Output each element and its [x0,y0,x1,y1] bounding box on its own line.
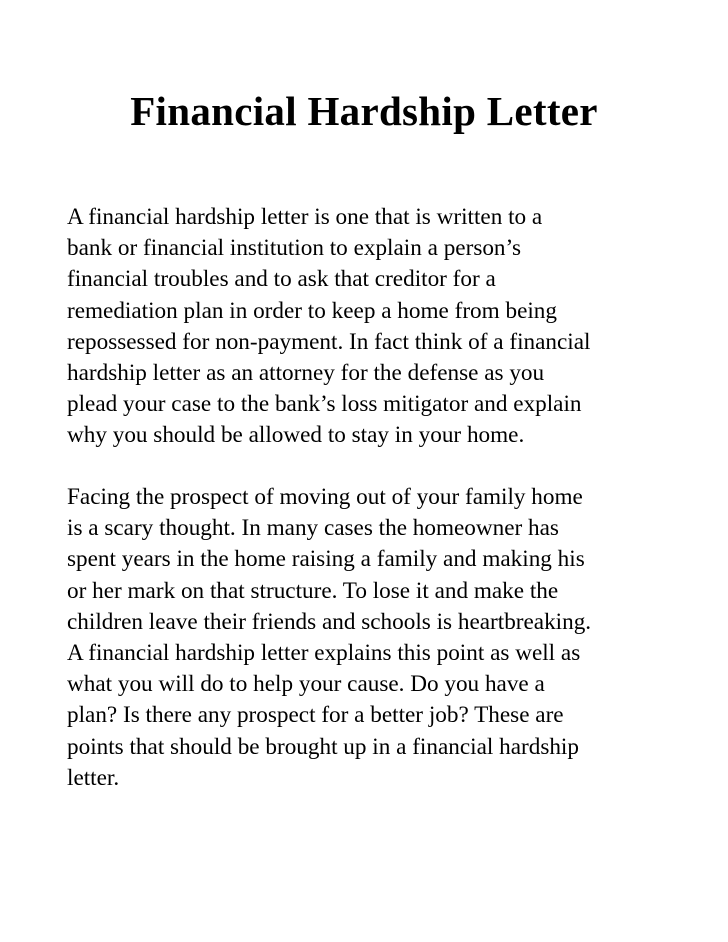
paragraph-intro: A financial hardship letter is one that is written to a bank or financial institution to explain a person’s financial troubles and to ask that creditor for a remediation plan in order to keep a home from being repossessed for non-payment. In fact think of a financial hardship letter as an attorney for the defense as you plead your case to the bank’s loss mitigator and explain why you should be allowed to stay in your home. [67,204,591,449]
page-title: Financial Hardship Letter [130,88,598,134]
paragraph-prospect: Facing the prospect of moving out of your family home is a scary thought. In many cases the homeowner has spent years in the home raising a family and making his or her mark on that structure. To lose it and make the children leave their friends and schools is heartbreaking. A financial hardship letter explains this point as well as what you will do to help your cause. Do you have a plan? Is there any prospect for a better job? These are points that should be brought up in a financial hardship letter. [67,484,592,791]
